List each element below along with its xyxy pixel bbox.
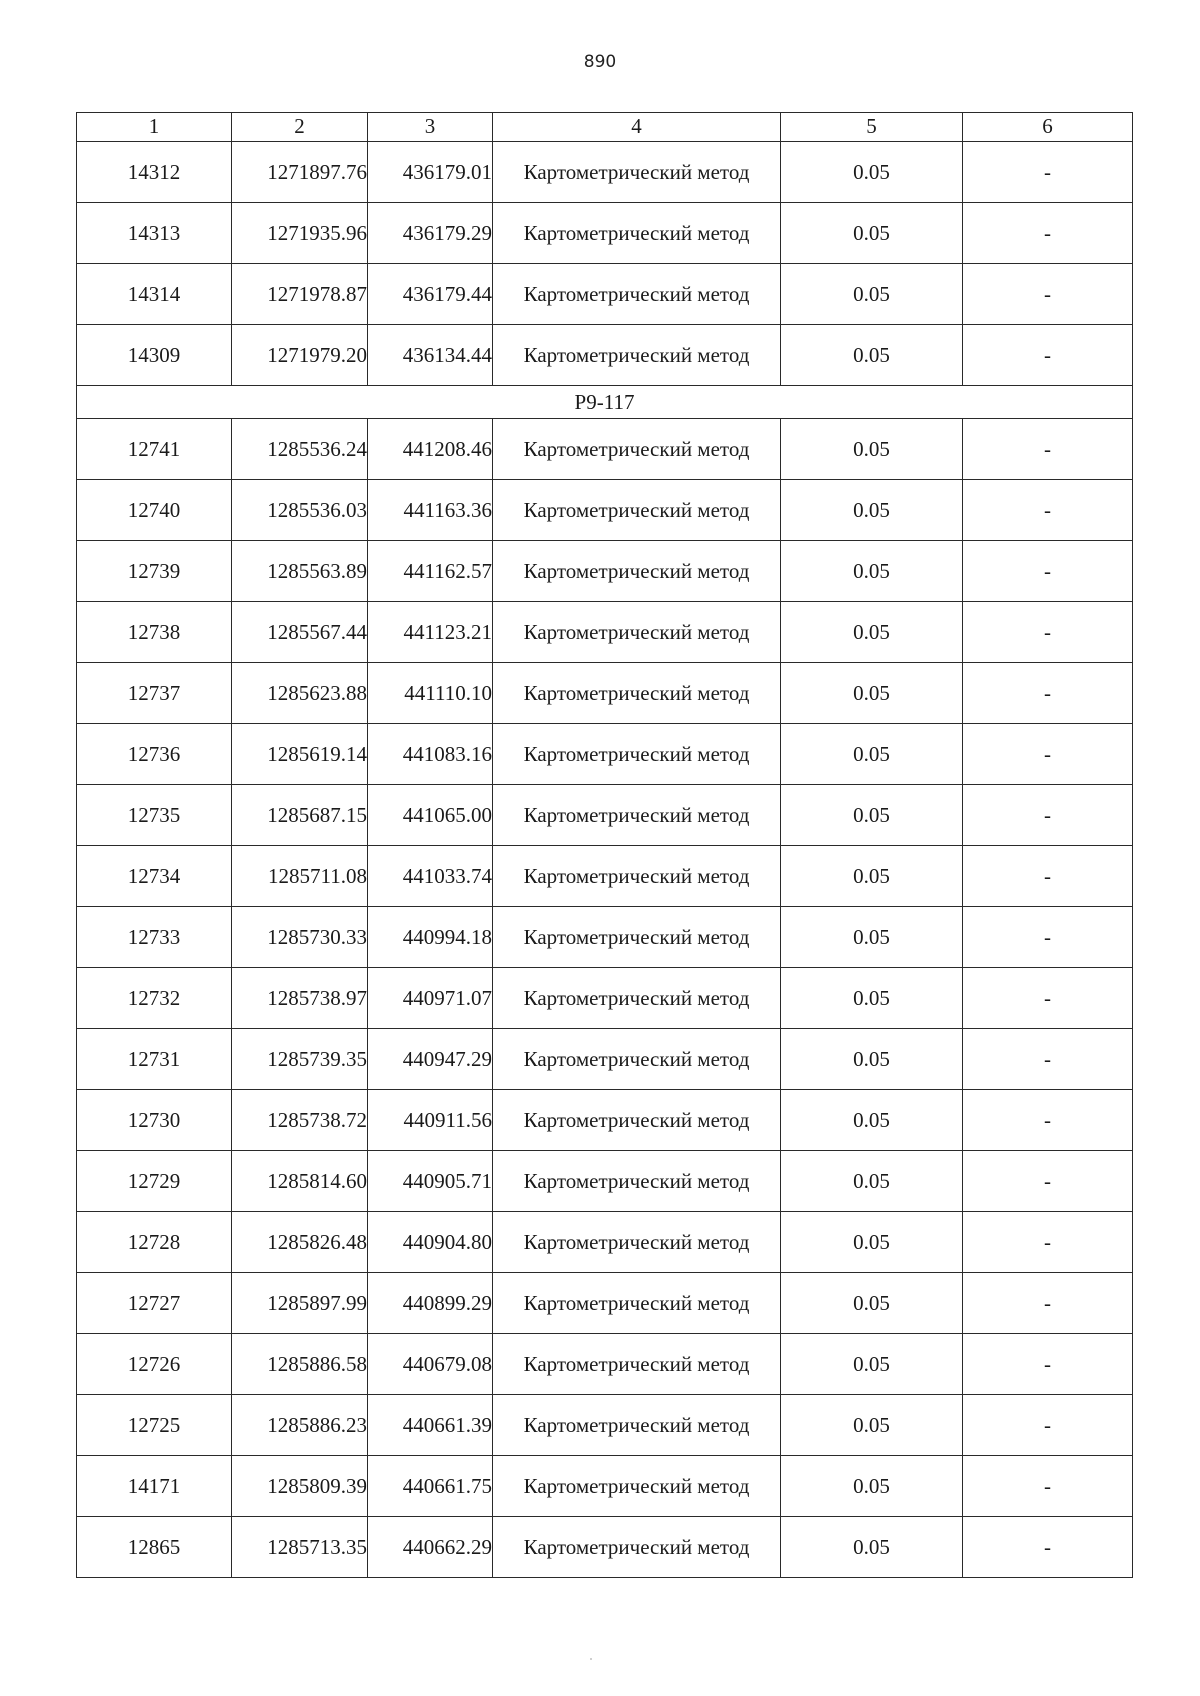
point-number-cell: 12737 <box>77 663 232 724</box>
table-row <box>77 724 1133 785</box>
note-cell: - <box>963 785 1133 846</box>
note-cell: - <box>963 480 1133 541</box>
table-row <box>77 1334 1133 1395</box>
table-row <box>77 1212 1133 1273</box>
note-cell: - <box>963 203 1133 264</box>
y-coordinate-cell: 440994.18 <box>368 907 493 968</box>
table-row <box>77 264 1133 325</box>
accuracy-cell: 0.05 <box>781 602 963 663</box>
method-cell: Картометрический метод <box>493 724 781 785</box>
accuracy-cell: 0.05 <box>781 541 963 602</box>
table-row <box>77 663 1133 724</box>
x-coordinate-cell: 1285623.88 <box>232 663 368 724</box>
note-cell: - <box>963 602 1133 663</box>
table-row <box>77 907 1133 968</box>
table-row <box>77 1395 1133 1456</box>
note-cell: - <box>963 419 1133 480</box>
column-header: 2 <box>232 113 368 142</box>
table-row <box>77 968 1133 1029</box>
accuracy-cell: 0.05 <box>781 1151 963 1212</box>
column-header: 1 <box>77 113 232 142</box>
method-cell: Картометрический метод <box>493 480 781 541</box>
y-coordinate-cell: 436179.01 <box>368 142 493 203</box>
y-coordinate-cell: 441110.10 <box>368 663 493 724</box>
table-row <box>77 1456 1133 1517</box>
note-cell: - <box>963 907 1133 968</box>
note-cell: - <box>963 325 1133 386</box>
accuracy-cell: 0.05 <box>781 1273 963 1334</box>
point-number-cell: 12736 <box>77 724 232 785</box>
method-cell: Картометрический метод <box>493 602 781 663</box>
table-row <box>77 203 1133 264</box>
y-coordinate-cell: 440662.29 <box>368 1517 493 1578</box>
method-cell: Картометрический метод <box>493 907 781 968</box>
point-number-cell: 12732 <box>77 968 232 1029</box>
accuracy-cell: 0.05 <box>781 724 963 785</box>
method-cell: Картометрический метод <box>493 1395 781 1456</box>
x-coordinate-cell: 1285738.72 <box>232 1090 368 1151</box>
table-body <box>77 113 1133 1578</box>
x-coordinate-cell: 1285713.35 <box>232 1517 368 1578</box>
y-coordinate-cell: 440661.39 <box>368 1395 493 1456</box>
point-number-cell: 12730 <box>77 1090 232 1151</box>
accuracy-cell: 0.05 <box>781 142 963 203</box>
x-coordinate-cell: 1285536.03 <box>232 480 368 541</box>
x-coordinate-cell: 1285826.48 <box>232 1212 368 1273</box>
point-number-cell: 14314 <box>77 264 232 325</box>
x-coordinate-cell: 1285730.33 <box>232 907 368 968</box>
column-header: 6 <box>963 113 1133 142</box>
accuracy-cell: 0.05 <box>781 1395 963 1456</box>
point-number-cell: 12865 <box>77 1517 232 1578</box>
table-row <box>77 1517 1133 1578</box>
scan-speck <box>590 1658 592 1660</box>
table-row <box>77 602 1133 663</box>
x-coordinate-cell: 1271979.20 <box>232 325 368 386</box>
y-coordinate-cell: 440661.75 <box>368 1456 493 1517</box>
table-row <box>77 541 1133 602</box>
table-row <box>77 419 1133 480</box>
accuracy-cell: 0.05 <box>781 325 963 386</box>
note-cell: - <box>963 1273 1133 1334</box>
accuracy-cell: 0.05 <box>781 1090 963 1151</box>
point-number-cell: 12728 <box>77 1212 232 1273</box>
point-number-cell: 12729 <box>77 1151 232 1212</box>
accuracy-cell: 0.05 <box>781 968 963 1029</box>
method-cell: Картометрический метод <box>493 1334 781 1395</box>
point-number-cell: 14312 <box>77 142 232 203</box>
method-cell: Картометрический метод <box>493 142 781 203</box>
coordinates-table <box>76 112 1133 1578</box>
y-coordinate-cell: 440679.08 <box>368 1334 493 1395</box>
note-cell: - <box>963 846 1133 907</box>
note-cell: - <box>963 1090 1133 1151</box>
x-coordinate-cell: 1271935.96 <box>232 203 368 264</box>
y-coordinate-cell: 440971.07 <box>368 968 493 1029</box>
accuracy-cell: 0.05 <box>781 785 963 846</box>
method-cell: Картометрический метод <box>493 419 781 480</box>
y-coordinate-cell: 441163.36 <box>368 480 493 541</box>
table-row <box>77 1090 1133 1151</box>
note-cell: - <box>963 142 1133 203</box>
accuracy-cell: 0.05 <box>781 419 963 480</box>
point-number-cell: 12739 <box>77 541 232 602</box>
accuracy-cell: 0.05 <box>781 264 963 325</box>
y-coordinate-cell: 440904.80 <box>368 1212 493 1273</box>
note-cell: - <box>963 663 1133 724</box>
x-coordinate-cell: 1285809.39 <box>232 1456 368 1517</box>
method-cell: Картометрический метод <box>493 325 781 386</box>
column-header: 4 <box>493 113 781 142</box>
method-cell: Картометрический метод <box>493 663 781 724</box>
note-cell: - <box>963 541 1133 602</box>
point-number-cell: 14313 <box>77 203 232 264</box>
note-cell: - <box>963 1151 1133 1212</box>
table-row <box>77 1151 1133 1212</box>
note-cell: - <box>963 1212 1133 1273</box>
table-row <box>77 1029 1133 1090</box>
x-coordinate-cell: 1285886.58 <box>232 1334 368 1395</box>
y-coordinate-cell: 441162.57 <box>368 541 493 602</box>
y-coordinate-cell: 441065.00 <box>368 785 493 846</box>
method-cell: Картометрический метод <box>493 1456 781 1517</box>
point-number-cell: 12725 <box>77 1395 232 1456</box>
note-cell: - <box>963 1029 1133 1090</box>
y-coordinate-cell: 440905.71 <box>368 1151 493 1212</box>
table-row <box>77 325 1133 386</box>
point-number-cell: 12740 <box>77 480 232 541</box>
y-coordinate-cell: 440911.56 <box>368 1090 493 1151</box>
accuracy-cell: 0.05 <box>781 1212 963 1273</box>
y-coordinate-cell: 440947.29 <box>368 1029 493 1090</box>
method-cell: Картометрический метод <box>493 1029 781 1090</box>
point-number-cell: 14171 <box>77 1456 232 1517</box>
point-number-cell: 12734 <box>77 846 232 907</box>
x-coordinate-cell: 1285619.14 <box>232 724 368 785</box>
point-number-cell: 12735 <box>77 785 232 846</box>
point-number-cell: 12733 <box>77 907 232 968</box>
method-cell: Картометрический метод <box>493 785 781 846</box>
method-cell: Картометрический метод <box>493 1273 781 1334</box>
column-header-row <box>77 113 1133 142</box>
column-header: 3 <box>368 113 493 142</box>
y-coordinate-cell: 441083.16 <box>368 724 493 785</box>
y-coordinate-cell: 440899.29 <box>368 1273 493 1334</box>
table-row <box>77 846 1133 907</box>
x-coordinate-cell: 1285814.60 <box>232 1151 368 1212</box>
note-cell: - <box>963 968 1133 1029</box>
method-cell: Картометрический метод <box>493 203 781 264</box>
y-coordinate-cell: 436134.44 <box>368 325 493 386</box>
y-coordinate-cell: 441033.74 <box>368 846 493 907</box>
y-coordinate-cell: 436179.29 <box>368 203 493 264</box>
x-coordinate-cell: 1271978.87 <box>232 264 368 325</box>
accuracy-cell: 0.05 <box>781 1517 963 1578</box>
table-row <box>77 785 1133 846</box>
section-title: Р9-117 <box>77 386 1133 419</box>
accuracy-cell: 0.05 <box>781 203 963 264</box>
y-coordinate-cell: 441208.46 <box>368 419 493 480</box>
method-cell: Картометрический метод <box>493 968 781 1029</box>
accuracy-cell: 0.05 <box>781 1334 963 1395</box>
page-number: 890 <box>583 52 617 72</box>
y-coordinate-cell: 436179.44 <box>368 264 493 325</box>
x-coordinate-cell: 1285739.35 <box>232 1029 368 1090</box>
note-cell: - <box>963 1395 1133 1456</box>
x-coordinate-cell: 1285711.08 <box>232 846 368 907</box>
method-cell: Картометрический метод <box>493 1212 781 1273</box>
x-coordinate-cell: 1285897.99 <box>232 1273 368 1334</box>
accuracy-cell: 0.05 <box>781 1029 963 1090</box>
x-coordinate-cell: 1285536.24 <box>232 419 368 480</box>
method-cell: Картометрический метод <box>493 1517 781 1578</box>
section-header-row <box>77 386 1133 419</box>
point-number-cell: 12731 <box>77 1029 232 1090</box>
point-number-cell: 12726 <box>77 1334 232 1395</box>
point-number-cell: 12727 <box>77 1273 232 1334</box>
x-coordinate-cell: 1285563.89 <box>232 541 368 602</box>
note-cell: - <box>963 1456 1133 1517</box>
method-cell: Картометрический метод <box>493 1090 781 1151</box>
x-coordinate-cell: 1285738.97 <box>232 968 368 1029</box>
point-number-cell: 12741 <box>77 419 232 480</box>
y-coordinate-cell: 441123.21 <box>368 602 493 663</box>
column-header: 5 <box>781 113 963 142</box>
table-row <box>77 1273 1133 1334</box>
method-cell: Картометрический метод <box>493 264 781 325</box>
accuracy-cell: 0.05 <box>781 846 963 907</box>
point-number-cell: 12738 <box>77 602 232 663</box>
method-cell: Картометрический метод <box>493 1151 781 1212</box>
accuracy-cell: 0.05 <box>781 1456 963 1517</box>
note-cell: - <box>963 264 1133 325</box>
x-coordinate-cell: 1285886.23 <box>232 1395 368 1456</box>
accuracy-cell: 0.05 <box>781 907 963 968</box>
accuracy-cell: 0.05 <box>781 663 963 724</box>
note-cell: - <box>963 1334 1133 1395</box>
method-cell: Картометрический метод <box>493 846 781 907</box>
note-cell: - <box>963 724 1133 785</box>
note-cell: - <box>963 1517 1133 1578</box>
x-coordinate-cell: 1271897.76 <box>232 142 368 203</box>
accuracy-cell: 0.05 <box>781 480 963 541</box>
method-cell: Картометрический метод <box>493 541 781 602</box>
point-number-cell: 14309 <box>77 325 232 386</box>
x-coordinate-cell: 1285567.44 <box>232 602 368 663</box>
table-row <box>77 142 1133 203</box>
table-row <box>77 480 1133 541</box>
x-coordinate-cell: 1285687.15 <box>232 785 368 846</box>
